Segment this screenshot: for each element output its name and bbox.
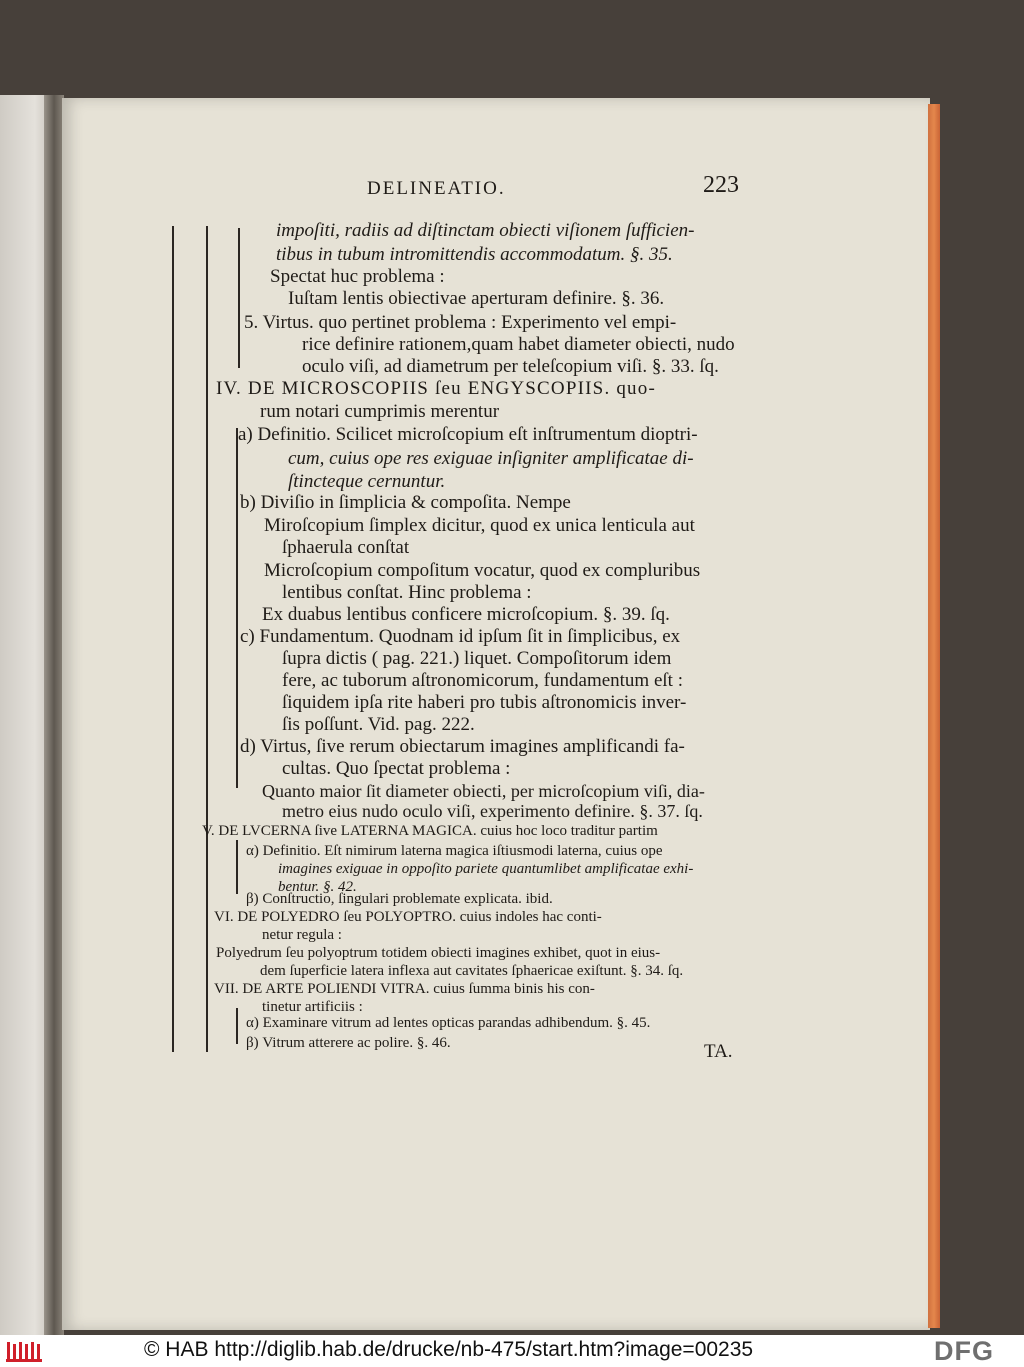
text-line: fere, ac tuborum aſtronomicorum, fundamentum eſt : xyxy=(282,670,683,691)
text-line: ſis poſſunt. Vid. pag. 222. xyxy=(282,714,475,735)
catchword: TA. xyxy=(704,1041,733,1062)
text-line: Spectat huc problema : xyxy=(270,266,445,287)
text-line: netur regula : xyxy=(262,927,342,943)
text-line: Miroſcopium ſimplex dicitur, quod ex unica lenticula aut xyxy=(264,515,695,536)
text-line: tinetur artificiis : xyxy=(262,999,363,1015)
text-line: tibus in tubum intromittendis accommodatum. §. 35. xyxy=(276,244,673,265)
text-line: metro eius nudo oculo viſi, experimento definire. §. 37. ſq. xyxy=(282,801,703,821)
text-line: ſtincteque cernuntur. xyxy=(288,471,446,492)
text-line: oculo viſi, ad diametrum per teleſcopium viſi. §. 33. ſq. xyxy=(302,356,719,377)
text-line: bentur. §. 42. xyxy=(278,879,357,895)
text-line: cultas. Quo ſpectat problema : xyxy=(282,758,511,779)
section-heading: V. DE LVCERNA ſive LATERNA MAGICA. cuius hoc loco traditur partim xyxy=(202,823,658,839)
hab-logo-icon xyxy=(6,1339,42,1367)
text-line: rice definire rationem,quam habet diameter obiecti, nudo xyxy=(302,334,735,355)
text-line: imagines exiguae in oppoſito pariete quantumlibet amplificatae exhi- xyxy=(278,861,694,877)
text-line: cum, cuius ope res exiguae inſigniter amplificatae di- xyxy=(288,448,694,469)
bracket-rule-outer-1 xyxy=(172,226,174,1052)
bracket-rule-inner-1 xyxy=(238,228,240,368)
text-line: α) Examinare vitrum ad lentes opticas parandas adhibendum. §. 45. xyxy=(246,1015,651,1031)
text-line: Quanto maior ſit diameter obiecti, per microſcopium viſi, dia- xyxy=(262,781,705,801)
text-line: ſiquidem ipſa rite haberi pro tubis aſtronomicis inver- xyxy=(282,692,687,713)
bracket-rule-artis xyxy=(236,1008,238,1044)
section-heading: VI. DE POLYEDRO ſeu POLYOPTRO. cuius indoles hac conti- xyxy=(214,909,602,925)
text-line: α) Definitio. Eſt nimirum laterna magica iſtiusmodi laterna, cuius ope xyxy=(246,843,663,859)
text-line: impoſiti, radiis ad diſtinctam obiecti viſionem ſufficien- xyxy=(276,220,695,241)
text-line: b) Diviſio in ſimplicia & compoſita. Nempe xyxy=(240,492,571,513)
bracket-rule-outer-2 xyxy=(206,226,208,1052)
page-number: 223 xyxy=(703,172,739,198)
book-page xyxy=(62,98,930,1330)
copyright-link[interactable]: © HAB http://diglib.hab.de/drucke/nb-475/start.htm?image=00235 xyxy=(144,1338,754,1361)
text-line: d) Virtus, ſive rerum obiectarum imagines amplificandi fa- xyxy=(240,736,685,757)
text-line: ſphaerula conſtat xyxy=(282,537,410,558)
text-line: Microſcopium compoſitum vocatur, quod ex compluribus xyxy=(264,560,701,581)
running-head: DELINEATIO. xyxy=(367,178,506,199)
text-line: β) Vitrum atterere ac polire. §. 46. xyxy=(246,1035,451,1051)
text-line: 5. Virtus. quo pertinet problema : Experimento vel empi- xyxy=(244,312,677,333)
text-line: ſupra dictis ( pag. 221.) liquet. Compoſitorum idem xyxy=(282,648,672,669)
bracket-rule-microscopii xyxy=(236,428,238,788)
text-line: rum notari cumprimis merentur xyxy=(260,401,500,422)
text-line: Polyedrum ſeu polyoptrum totidem obiecti imagines exhibet, quot in eius- xyxy=(216,945,661,961)
text-line: a) Definitio. Scilicet microſcopium eſt inſtrumentum dioptri- xyxy=(238,424,698,445)
text-line: lentibus conſtat. Hinc problema : xyxy=(282,582,532,603)
page-edge-fore-edge xyxy=(928,104,940,1328)
dfg-logo: DFG xyxy=(934,1336,994,1366)
text-line: Ex duabus lentibus conficere microſcopium. §. 39. ſq. xyxy=(262,604,670,625)
text-line: Iuſtam lentis obiectivae aperturam definire. §. 36. xyxy=(288,288,665,309)
text-line: c) Fundamentum. Quodnam id ipſum ſit in ſimplicibus, ex xyxy=(240,626,681,647)
bracket-rule-lucerna xyxy=(236,840,238,894)
footer-bar xyxy=(0,1335,1024,1367)
book-gutter xyxy=(44,95,64,1335)
text-line: dem ſuperficie latera inflexa aut cavitates ſphaericae exiſtunt. §. 34. ſq. xyxy=(260,963,684,979)
text-line: β) Conſtructio, ſingulari problemate explicata. ibid. xyxy=(246,891,553,907)
section-heading: IV. DE MICROSCOPIIS ſeu ENGYSCOPIIS. quo- xyxy=(216,378,656,399)
section-heading: VII. DE ARTE POLIENDI VITRA. cuius ſumma binis his con- xyxy=(214,981,595,997)
